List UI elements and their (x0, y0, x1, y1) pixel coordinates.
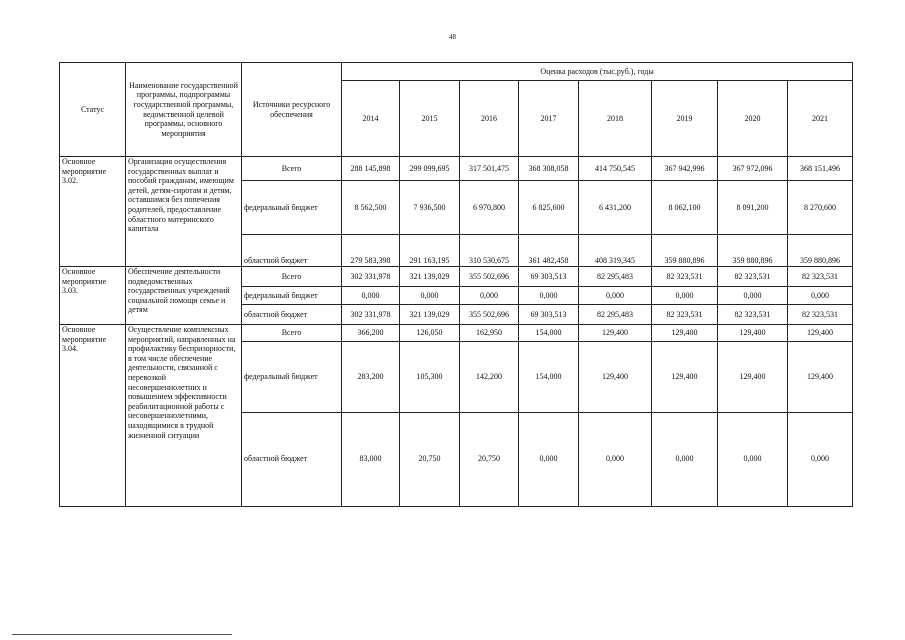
budget-table (59, 62, 853, 507)
table-cell: 7 936,500 (400, 181, 460, 235)
table-cell: 0,000 (519, 413, 579, 507)
table-cell: 302 331,978 (342, 267, 400, 287)
column-header-year: 2018 (579, 81, 652, 157)
table-cell: 82 323,531 (788, 305, 853, 325)
table-cell: 154,000 (519, 325, 579, 342)
table-cell: 288 145,898 (342, 157, 400, 181)
table-cell: 359 880,896 (652, 235, 718, 267)
table-cell: 105,300 (400, 342, 460, 413)
page-number: 48 (449, 33, 456, 41)
table-cell: 82 323,531 (718, 267, 788, 287)
table-cell: 6 825,600 (519, 181, 579, 235)
table-cell: 129,400 (718, 342, 788, 413)
table-cell: 154,000 (519, 342, 579, 413)
table-cell: 142,200 (460, 342, 519, 413)
table-cell: 368 151,496 (788, 157, 853, 181)
table-cell: 367 972,096 (718, 157, 788, 181)
footnote-divider (12, 634, 232, 635)
table-cell: 321 139,029 (400, 305, 460, 325)
table-cell: 0,000 (718, 413, 788, 507)
table-cell: 0,000 (579, 413, 652, 507)
table-cell: 359 880,896 (718, 235, 788, 267)
table-cell: 129,400 (652, 325, 718, 342)
table-cell: 82 295,483 (579, 305, 652, 325)
row-status: Основное мероприятие 3.04. (60, 325, 126, 507)
column-header-year: 2020 (718, 81, 788, 157)
table-cell: 82 323,531 (652, 305, 718, 325)
header-row-top (60, 63, 853, 81)
table-cell: 0,000 (788, 413, 853, 507)
row-source: областной бюджет (242, 235, 342, 267)
table-cell: 302 331,978 (342, 305, 400, 325)
table-cell: 0,000 (400, 287, 460, 305)
column-header-year: 2017 (519, 81, 579, 157)
table-cell: 69 303,513 (519, 305, 579, 325)
table-cell: 20,750 (400, 413, 460, 507)
table-cell: 355 502,696 (460, 305, 519, 325)
column-header-year: 2019 (652, 81, 718, 157)
table-cell: 129,400 (652, 342, 718, 413)
table-cell: 310 530,675 (460, 235, 519, 267)
row-status: Основное мероприятие 3.02. (60, 157, 126, 267)
table-cell: 6 970,800 (460, 181, 519, 235)
row-name: Организация осуществления государственных выплат и пособий гражданам, имеющим детей, детям-сиротам и детям, оставшимся без попечения родителей, предоставление областного материнского капитала (126, 157, 242, 267)
table-row (60, 267, 853, 287)
table-cell: 368 308,058 (519, 157, 579, 181)
column-header-year: 2021 (788, 81, 853, 157)
table-cell: 8 062,100 (652, 181, 718, 235)
row-source: федеральный бюджет (242, 342, 342, 413)
table-cell: 129,400 (718, 325, 788, 342)
table-cell: 129,400 (788, 342, 853, 413)
row-source: Всего (242, 157, 342, 181)
table-cell: 82 323,531 (652, 267, 718, 287)
column-header-status: Статус (60, 63, 126, 157)
row-status: Основное мероприятие 3.03. (60, 267, 126, 325)
table-cell: 408 319,345 (579, 235, 652, 267)
table-cell: 355 502,696 (460, 267, 519, 287)
column-header-name: Наименование государственной программы, подпрограммы государственной программы, ведомственной целевой программы, основного мероприятия (126, 63, 242, 157)
table-cell: 8 091,200 (718, 181, 788, 235)
table-cell: 0,000 (788, 287, 853, 305)
column-header-estimate: Оценка расходов (тыс.руб.), годы (342, 63, 853, 81)
table-cell: 0,000 (460, 287, 519, 305)
table-cell: 126,050 (400, 325, 460, 342)
table-cell: 129,400 (788, 325, 853, 342)
table-cell: 361 482,458 (519, 235, 579, 267)
table-cell: 129,400 (579, 325, 652, 342)
table-cell: 6 431,200 (579, 181, 652, 235)
table-cell: 20,750 (460, 413, 519, 507)
table-cell: 299 099,695 (400, 157, 460, 181)
row-name: Осуществление комплексных мероприятий, направленных на профилактику беспризорности, в том числе обеспечение деятельности, связанной с перевозкой несовершеннолетних и повышением эффективности реабилитационной работы с несовершеннолетними, находящимися в трудной жизненной ситуации (126, 325, 242, 507)
table-cell: 0,000 (652, 413, 718, 507)
table-cell: 0,000 (718, 287, 788, 305)
row-name: Обеспечение деятельности подведомственных государственных учреждений социальной помощи семье и детям (126, 267, 242, 325)
table-cell: 283,200 (342, 342, 400, 413)
table-row (60, 325, 853, 342)
table-cell: 8 270,600 (788, 181, 853, 235)
column-header-year: 2015 (400, 81, 460, 157)
row-source: федеральный бюджет (242, 181, 342, 235)
table-cell: 414 750,545 (579, 157, 652, 181)
table-cell: 0,000 (579, 287, 652, 305)
table-cell: 162,950 (460, 325, 519, 342)
table-cell: 129,400 (579, 342, 652, 413)
row-source: областной бюджет (242, 305, 342, 325)
table-cell: 321 139,029 (400, 267, 460, 287)
column-header-source: Источники ресурсного обеспечения (242, 63, 342, 157)
table-cell: 82 295,483 (579, 267, 652, 287)
table-cell: 366,200 (342, 325, 400, 342)
row-source: Всего (242, 325, 342, 342)
table-cell: 317 501,475 (460, 157, 519, 181)
table-cell: 0,000 (652, 287, 718, 305)
table-cell: 0,000 (342, 287, 400, 305)
table-cell: 82 323,531 (788, 267, 853, 287)
table-cell: 83,000 (342, 413, 400, 507)
column-header-year: 2014 (342, 81, 400, 157)
table-cell: 367 942,996 (652, 157, 718, 181)
table-cell: 69 303,513 (519, 267, 579, 287)
table-cell: 0,000 (519, 287, 579, 305)
table-cell: 291 163,195 (400, 235, 460, 267)
column-header-year: 2016 (460, 81, 519, 157)
table-row (60, 157, 853, 181)
table-cell: 279 583,398 (342, 235, 400, 267)
row-source: Всего (242, 267, 342, 287)
row-source: федеральный бюджет (242, 287, 342, 305)
table-cell: 359 880,896 (788, 235, 853, 267)
table-cell: 8 562,500 (342, 181, 400, 235)
table-cell: 82 323,531 (718, 305, 788, 325)
row-source: областной бюджет (242, 413, 342, 507)
